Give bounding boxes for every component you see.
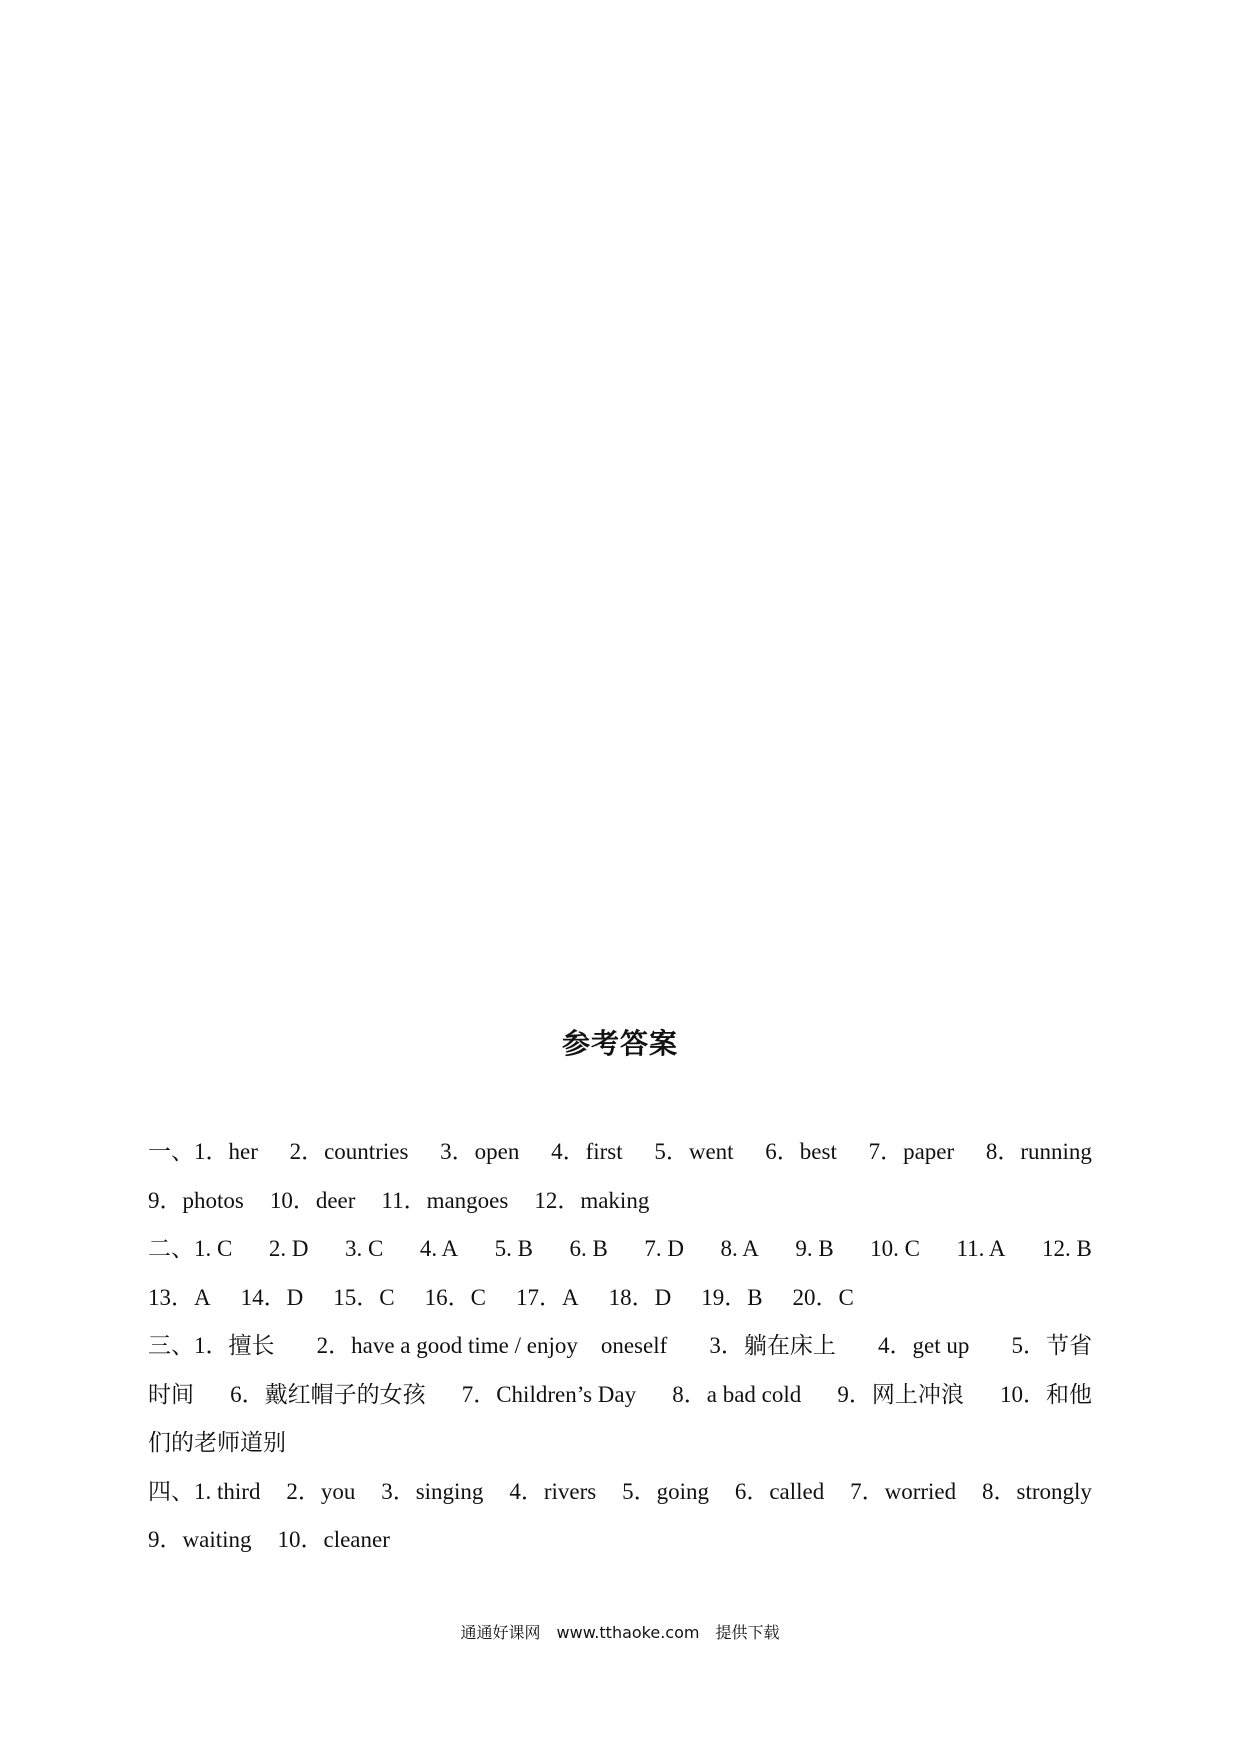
answer-item: 13．A: [148, 1284, 211, 1310]
answer-item: 11. A: [956, 1236, 1006, 1261]
answer-item: 3．躺在床上: [709, 1333, 836, 1358]
answer-item: 2. D: [268, 1236, 309, 1261]
answer-line: [148, 1128, 1092, 1177]
answer-item: 8．running: [985, 1139, 1092, 1164]
answer-line: [148, 1371, 1092, 1420]
answer-line: [148, 1225, 1092, 1274]
answer-item: 10．cleaner: [277, 1527, 390, 1552]
page-footer: 通通好课网 www.tthaoke.com 提供下载: [460, 1623, 780, 1642]
answer-item: 11．mangoes: [381, 1187, 509, 1213]
answer-item: 4．rivers: [509, 1478, 597, 1504]
answer-item: 7．Children’s Day: [461, 1381, 637, 1407]
answer-item: 5．going: [622, 1478, 709, 1504]
answer-item: 4. A: [419, 1236, 459, 1261]
answer-item: 14．D: [240, 1284, 304, 1310]
answer-item: 12. B: [1042, 1236, 1092, 1261]
answer-item: 5．went: [654, 1139, 734, 1164]
answer-item: 18．D: [608, 1284, 672, 1310]
answer-key: [148, 1128, 1092, 1565]
answer-item: 3. C: [344, 1236, 384, 1261]
answer-line: [148, 1177, 1092, 1226]
answer-item: 6．called: [734, 1478, 825, 1504]
answer-item: 4．first: [551, 1139, 623, 1164]
answer-line: [148, 1274, 1092, 1323]
answer-item: 一、1．her: [148, 1139, 258, 1164]
answer-item: 17．A: [515, 1284, 579, 1310]
answer-item: 3．singing: [381, 1478, 484, 1504]
answer-item: 4．get up: [878, 1333, 970, 1358]
answer-item: 们的老师道别: [148, 1430, 286, 1455]
answer-item: 9．waiting: [148, 1527, 252, 1552]
answer-item: 8．strongly: [982, 1478, 1092, 1504]
answer-item: 2．have a good time / enjoy oneself: [316, 1333, 668, 1358]
answer-item: 6．戴红帽子的女孩: [230, 1381, 426, 1407]
answer-item: 6．best: [765, 1139, 837, 1164]
answer-item: 8. A: [720, 1236, 759, 1261]
answer-item: 16．C: [424, 1284, 486, 1310]
answer-item: 7．paper: [868, 1139, 955, 1164]
answer-item: 二、1. C: [148, 1236, 233, 1261]
answer-item: 10．和他: [999, 1381, 1092, 1407]
answer-item: 5. B: [494, 1236, 533, 1261]
answer-item: 12．making: [534, 1187, 650, 1213]
answer-item: 6. B: [569, 1236, 608, 1261]
answer-item: 5．节省: [1011, 1333, 1092, 1358]
answer-item: 9．photos: [148, 1187, 244, 1213]
answer-line: [148, 1516, 1092, 1565]
answer-item: 10. C: [870, 1236, 920, 1261]
answer-item: 7．worried: [850, 1478, 957, 1504]
answer-item: 10．deer: [269, 1187, 356, 1213]
answer-item: 9．网上冲浪: [837, 1381, 964, 1407]
answer-item: 2．you: [286, 1478, 356, 1504]
answer-item: 19．B: [701, 1284, 763, 1310]
answer-item: 3．open: [440, 1139, 520, 1164]
page-title: 参考答案: [561, 1027, 678, 1060]
answer-item: 7. D: [644, 1236, 684, 1261]
answer-item: 2．countries: [289, 1139, 409, 1164]
answer-line: [148, 1322, 1092, 1371]
answer-item: 三、1．擅长: [148, 1333, 275, 1358]
answer-item: 四、1. third: [148, 1478, 261, 1504]
answer-line: [148, 1419, 1092, 1468]
answer-item: 15．C: [333, 1284, 395, 1310]
answer-item: 9. B: [795, 1236, 834, 1261]
answer-item: 20．C: [792, 1284, 854, 1310]
answer-item: 时间: [148, 1381, 194, 1407]
answer-line: [148, 1468, 1092, 1517]
answer-item: 8．a bad cold: [672, 1381, 802, 1407]
